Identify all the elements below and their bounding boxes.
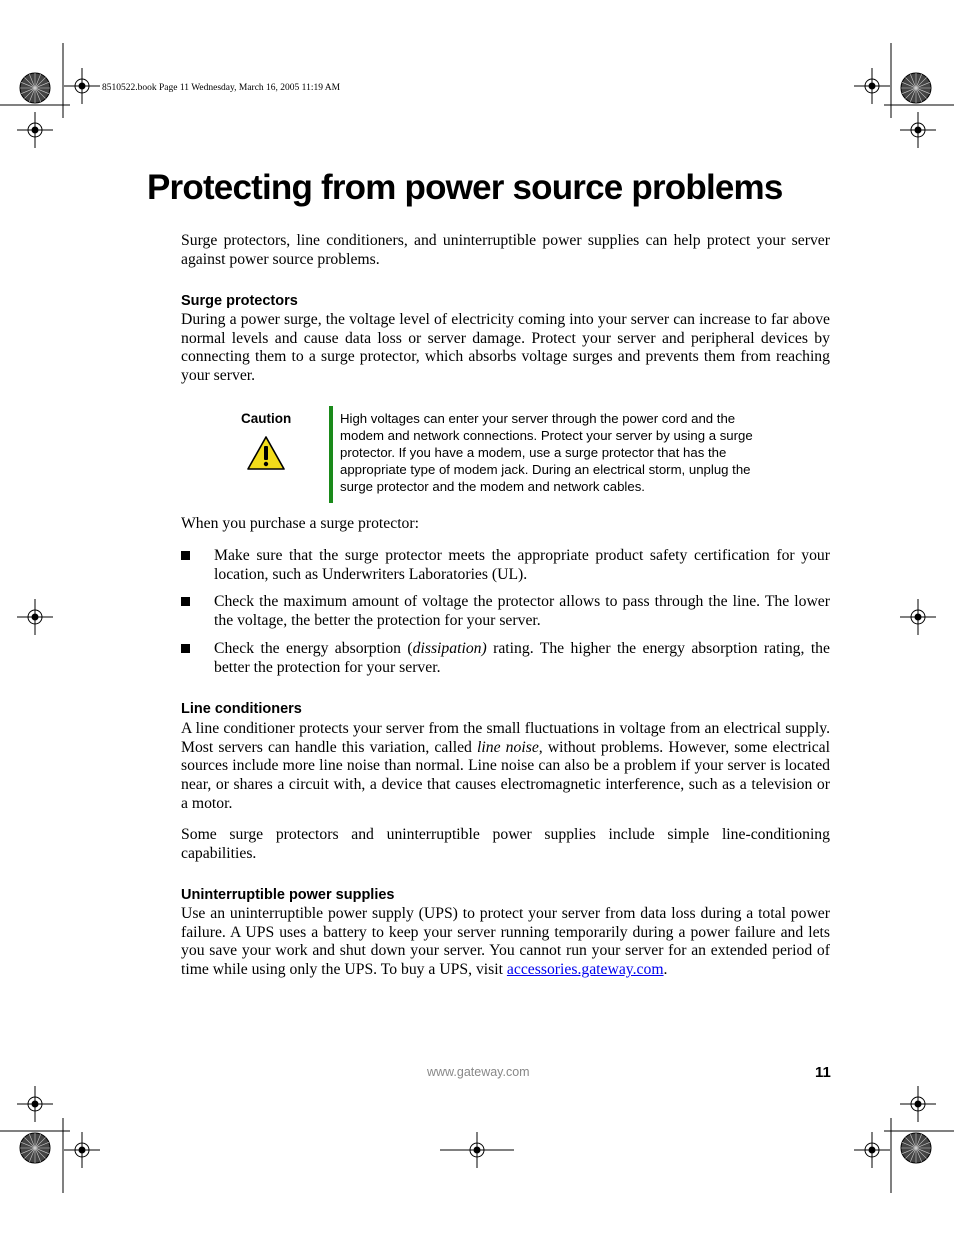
- bullet-square-icon: [181, 644, 190, 653]
- list-item: [181, 593, 830, 630]
- purchase-intro: When you purchase a surge protector:: [181, 515, 419, 532]
- line-conditioners-paragraph: [181, 720, 830, 814]
- line-conditioners-heading: Line conditioners: [181, 701, 302, 717]
- list-item-text-pre: Check the energy absorption (: [214, 639, 413, 657]
- footer-url: www.gateway.com: [427, 1065, 530, 1079]
- ups-text-end: .: [663, 961, 668, 979]
- line-conditioners-text-pre: A line conditioner protects your server from the small fluctuations in voltage from an electrical supply. Most servers can handle this variation, called: [181, 720, 830, 756]
- list-item-text: Check the maximum amount of voltage the protector allows to pass through the line. The lower the voltage, the better the protection for your server.: [214, 593, 830, 630]
- list-item: [181, 547, 830, 584]
- ups-paragraph: [181, 905, 830, 980]
- line-noise-term: line noise,: [477, 738, 543, 756]
- line-conditioning-paragraph: Some surge protectors and uninterruptible power supplies include simple line-conditioning capabilities.: [181, 826, 830, 862]
- ups-text: Use an uninterruptible power supply (UPS) to protect your server from data loss during a total power failure. A UPS uses a battery to keep your server running temporarily during a power failure and lets you save your work and shut down your server. You cannot run your server for an extended period of time while using only the UPS. To buy a UPS, visit: [181, 905, 830, 979]
- ups-heading: Uninterruptible power supplies: [181, 887, 395, 903]
- warning-triangle-icon: [246, 435, 286, 471]
- list-item-text-post: rating. The higher the energy absorption rating, the better the protection for your server.: [214, 639, 830, 676]
- list-item-text: Make sure that the surge protector meets the appropriate product safety certification for your location, such as Underwriters Laboratories (UL).: [214, 547, 830, 583]
- bullet-square-icon: [181, 551, 190, 560]
- caution-bar: [329, 406, 333, 503]
- line-conditioners-text-post: without problems. However, some electrical sources include more line noise than normal. Line noise can also be a problem if your server is located near, or shares a circuit with, a device that causes electromagnetic interference, such as a television or a motor.: [181, 738, 831, 812]
- page-number: 11: [815, 1064, 831, 1081]
- caution-label: Caution: [241, 411, 292, 426]
- intro-paragraph: Surge protectors, line conditioners, and uninterruptible power supplies can help protect your server against power source problems.: [181, 232, 830, 268]
- bullet-square-icon: [181, 597, 190, 606]
- accessories-link[interactable]: accessories.gateway.com: [506, 961, 664, 979]
- purchase-checklist: [181, 547, 830, 677]
- surge-protectors-heading: Surge protectors: [181, 293, 298, 309]
- list-item: [181, 640, 830, 677]
- surge-protectors-paragraph: During a power surge, the voltage level of electricity coming into your server can increase to far above normal levels and cause data loss or server damage. Protect your server and peripheral devices by connecting them to a surge protector, which absorbs voltage surges and prevents them from reaching your server.: [181, 311, 830, 385]
- print-header-meta: 8510522.book Page 11 Wednesday, March 16, 2005 11:19 AM: [102, 83, 341, 93]
- list-item-text-italic: dissipation): [412, 639, 487, 657]
- page-title: Protecting from power source problems: [147, 168, 783, 207]
- caution-text: High voltages can enter your server through the power cord and the modem and network connections. Protect your server by using a surge protector. If you have a modem, use a surge protector that has the appropriate type of modem jack. During an electrical storm, unplug the surge protector and the modem and network cables.: [340, 411, 753, 495]
